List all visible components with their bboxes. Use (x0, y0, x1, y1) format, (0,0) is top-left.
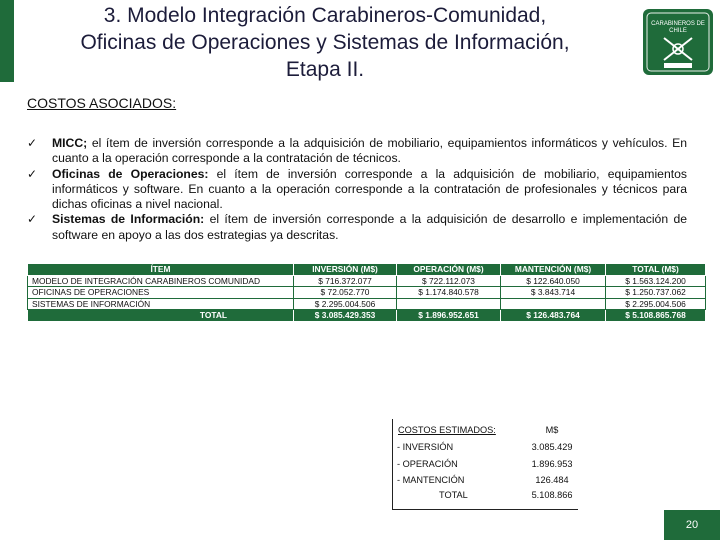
summary-total-label: TOTAL (439, 490, 468, 500)
table-cell: $ 3.085.429.353 (294, 310, 397, 322)
column-header: OPERACIÓN (M$) (397, 264, 501, 276)
check-icon: ✓ (27, 136, 38, 150)
table-cell: $ 5.108.865.768 (606, 310, 706, 322)
bullet-term: MICC; (52, 136, 88, 150)
svg-text:CARABINEROS DE: CARABINEROS DE (651, 21, 705, 27)
table-cell: $ 716.372.077 (294, 275, 397, 287)
list-item (27, 167, 687, 213)
table-cell: $ 122.640.050 (501, 275, 606, 287)
table-cell: SISTEMAS DE INFORMACIÓN (28, 298, 294, 310)
summary-label: - MANTENCIÓN (397, 475, 465, 485)
left-accent-bar (0, 0, 14, 82)
table-cell: $ 72.052.770 (294, 287, 397, 299)
table-cell: $ 3.843.714 (501, 287, 606, 299)
table-cell: $ 1.174.840.578 (397, 287, 501, 299)
table-row (28, 275, 706, 287)
column-header: INVERSIÓN (M$) (294, 264, 397, 276)
check-icon: ✓ (27, 212, 38, 227)
bullet-text: el ítem de inversión corresponde a la adquisición de mobiliario, equipamientos informáticos y vehículos. En cuanto a la operación corresponde a la contratación de técnicos. (52, 136, 687, 166)
column-header: ÍTEM (28, 264, 294, 276)
bullet-text: el ítem de inversión corresponde a la adquisición de desarrollo e implementación de software en apoyo a las dos estrategias ya descritas. (52, 212, 688, 242)
cost-table (27, 263, 706, 322)
title-line-1: 3. Modelo Integración Carabineros-Comunidad, (103, 4, 547, 27)
summary-header-unit: M$ (545, 425, 559, 435)
table-cell (501, 298, 606, 310)
summary-label: - OPERACIÓN (397, 459, 458, 469)
table-cell: $ 2.295.004.506 (606, 298, 706, 310)
table-cell: $ 2.295.004.506 (294, 298, 397, 310)
table-cell: $ 1.250.737.062 (606, 287, 706, 299)
table-cell: $ 722.112.073 (397, 275, 501, 287)
table-header-row (28, 264, 706, 276)
column-header: TOTAL (M$) (606, 264, 706, 276)
carabineros-crest-icon (642, 8, 714, 76)
title-line-2: Oficinas de Operaciones y Sistemas de Información, (80, 31, 570, 54)
table-row (28, 287, 706, 299)
title-line-3: Etapa II. (285, 58, 365, 81)
table-cell: OFICINAS DE OPERACIONES (28, 287, 294, 299)
table-cell (397, 298, 501, 310)
bullet-list (27, 136, 687, 243)
summary-value: 1.896.953 (531, 459, 573, 469)
bullet-term: Sistemas de Información: (52, 212, 205, 227)
table-total-row (28, 310, 706, 322)
summary-total-value: 5.108.866 (531, 490, 573, 500)
page-number: 20 (664, 510, 720, 540)
slide-title (20, 2, 630, 83)
list-item (27, 212, 687, 243)
summary-label: - INVERSIÓN (397, 442, 454, 452)
total-label: TOTAL (28, 310, 294, 322)
estimated-costs-summary (392, 419, 578, 510)
section-heading: COSTOS ASOCIADOS: (27, 95, 177, 111)
summary-header-label: COSTOS ESTIMADOS: (398, 425, 496, 435)
summary-value: 126.484 (535, 475, 569, 485)
table-cell: $ 126.483.764 (501, 310, 606, 322)
table-cell: MODELO DE INTEGRACIÓN CARABINEROS COMUNIDAD (28, 275, 294, 287)
table-cell: $ 1.563.124.200 (606, 275, 706, 287)
summary-value: 3.085.429 (531, 442, 573, 452)
table-row (28, 298, 706, 310)
table-cell: $ 1.896.952.651 (397, 310, 501, 322)
bullet-term: Oficinas de Operaciones: (52, 166, 209, 181)
list-item (27, 136, 687, 167)
svg-text:CHILE: CHILE (669, 28, 687, 34)
bullet-text: el ítem de inversión corresponde a la adquisición de mobiliario, equipamientos informáticos y software. En cuanto a la operación corresponde a la contratación de profesionales y técnicos para dichas oficinas a nivel nacional. (52, 166, 687, 212)
check-icon: ✓ (27, 166, 38, 181)
column-header: MANTENCIÓN (M$) (501, 264, 606, 276)
